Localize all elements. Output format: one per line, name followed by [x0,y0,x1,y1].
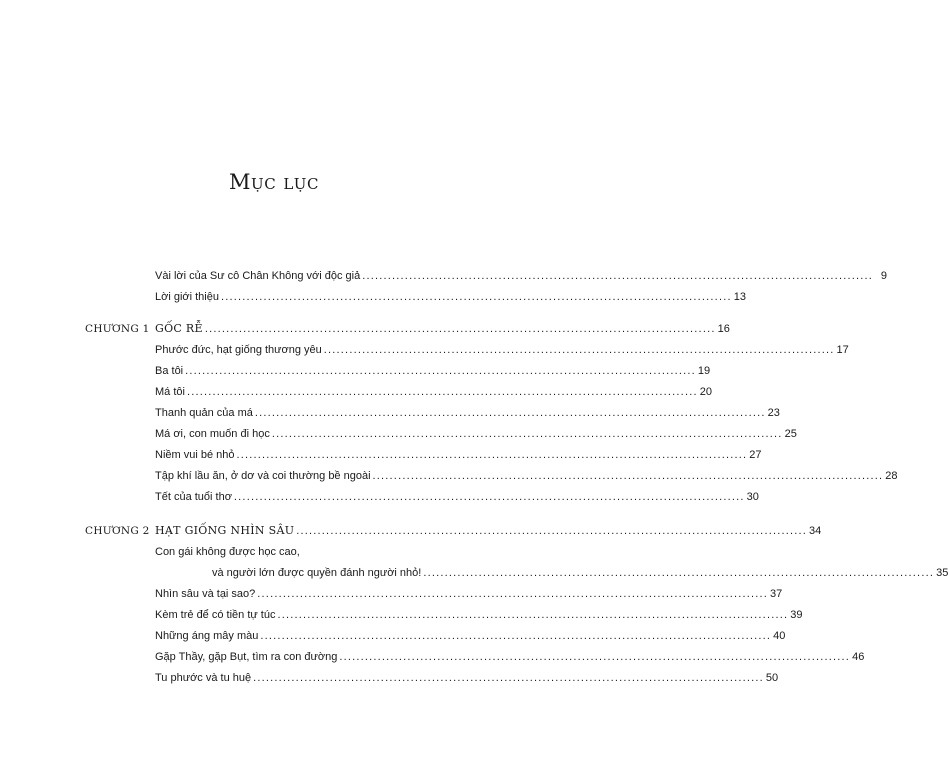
toc-entry[interactable] [155,629,786,643]
dot-leader: ........................................................................................................................ [277,609,789,621]
dot-leader: ........................................................................................................................ [271,428,783,440]
dot-leader: ........................................................................................................................ [233,491,745,503]
toc-entry[interactable] [155,269,887,283]
toc-entry-page: 35 [936,567,948,579]
dot-leader: ........................................................................................................................ [257,588,769,600]
toc-entry-page: 37 [770,588,783,600]
toc-entry-title: Tu phước và tu huệ [155,672,252,684]
toc-entry-title: và người lớn được quyền đánh người nhỏ! [212,567,422,579]
toc-entry-title: Ba tôi [155,365,184,377]
toc-entry-page: 30 [746,491,759,503]
chapter-heading[interactable] [155,524,822,538]
dot-leader: ........................................................................................................................ [236,449,748,461]
chapter-page: 16 [717,323,730,335]
toc-entry[interactable] [155,587,783,601]
toc-entry[interactable] [155,650,865,664]
dot-leader: ........................................................................................................................ [296,525,808,537]
dot-leader: ........................................................................................................................ [372,470,884,482]
chapter-title: HẠT GIỐNG NHÌN SÂU [155,524,295,537]
toc-entry[interactable] [155,406,780,420]
toc-entry-first-line[interactable]: Con gái không được học cao, [155,546,300,558]
toc-entry-title: Phước đức, hạt giống thương yêu [155,344,322,356]
toc-entry-title: Má tôi [155,386,185,398]
toc-entry-page: 25 [784,428,797,440]
toc-entry-title: Niềm vui bé nhỏ [155,449,235,461]
dot-leader: ........................................................................................................................ [339,651,851,663]
toc-entry-title: Lời giới thiệu [155,291,219,303]
toc-entry[interactable] [155,427,797,441]
toc-entry-page: 39 [790,609,803,621]
toc-entry[interactable] [155,490,759,504]
toc-entry-page: 20 [699,386,712,398]
toc-entry[interactable] [155,671,779,685]
dot-leader: ........................................................................................................................ [220,291,732,303]
toc-entry-page: 50 [765,672,779,684]
toc-entry-title: Vài lời của Sư cô Chân Không với độc giả [155,270,361,282]
chapter-title: GỐC RỄ [155,322,203,335]
toc-entry[interactable] [155,290,746,304]
page-title: Mục lục [229,170,319,194]
toc-entry[interactable] [155,448,762,462]
toc-entry[interactable] [155,469,898,483]
chapter-page: 34 [809,525,822,537]
dot-leader: ........................................................................................................................ [362,270,873,282]
dot-leader: ........................................................................................................................ [323,344,835,356]
toc-entry-page: 27 [749,449,762,461]
dot-leader: ........................................................................................................................ [253,672,764,684]
toc-entry-title: Thanh quản của má [155,407,253,419]
toc-entry-title: Nhìn sâu và tại sao? [155,588,256,600]
toc-entry-page: 19 [697,365,711,377]
chapter-label: CHƯƠNG 2 [85,525,150,537]
dot-leader: ........................................................................................................................ [423,567,935,579]
toc-entry-title: Tập khí lầu ăn, ở dơ và coi thường bề ngoài [155,470,371,482]
dot-leader: ........................................................................................................................ [204,323,716,335]
toc-entry-page: 17 [836,344,849,356]
toc-entry-title: Kèm trẻ để có tiền tự túc [155,609,276,621]
toc-entry[interactable] [212,566,948,580]
dot-leader: ........................................................................................................................ [186,386,698,398]
toc-entry-title: Những áng mây màu [155,630,259,642]
toc-entry[interactable] [155,608,803,622]
chapter-label: CHƯƠNG 1 [85,323,150,335]
toc-entry-page: 13 [733,291,746,303]
toc-entry-page: 46 [852,651,865,663]
dot-leader: ........................................................................................................................ [254,407,766,419]
toc-entry[interactable] [155,385,712,399]
toc-entry-title: Tết của tuổi thơ [155,491,232,503]
toc-entry-page: 9 [880,270,887,282]
toc-entry-title: Gặp Thầy, gặp Bụt, tìm ra con đường [155,651,338,663]
dot-leader: ........................................................................................................................ [185,365,696,377]
toc-entry-page: 23 [767,407,780,419]
toc-entry-page: 28 [885,470,898,482]
toc-entry[interactable] [155,343,849,357]
chapter-heading[interactable] [155,322,730,336]
toc-entry[interactable] [155,364,711,378]
dot-leader: ........................................................................................................................ [260,630,772,642]
toc-entry-title: Má ơi, con muốn đi học [155,428,270,440]
toc-entry-page: 40 [773,630,786,642]
